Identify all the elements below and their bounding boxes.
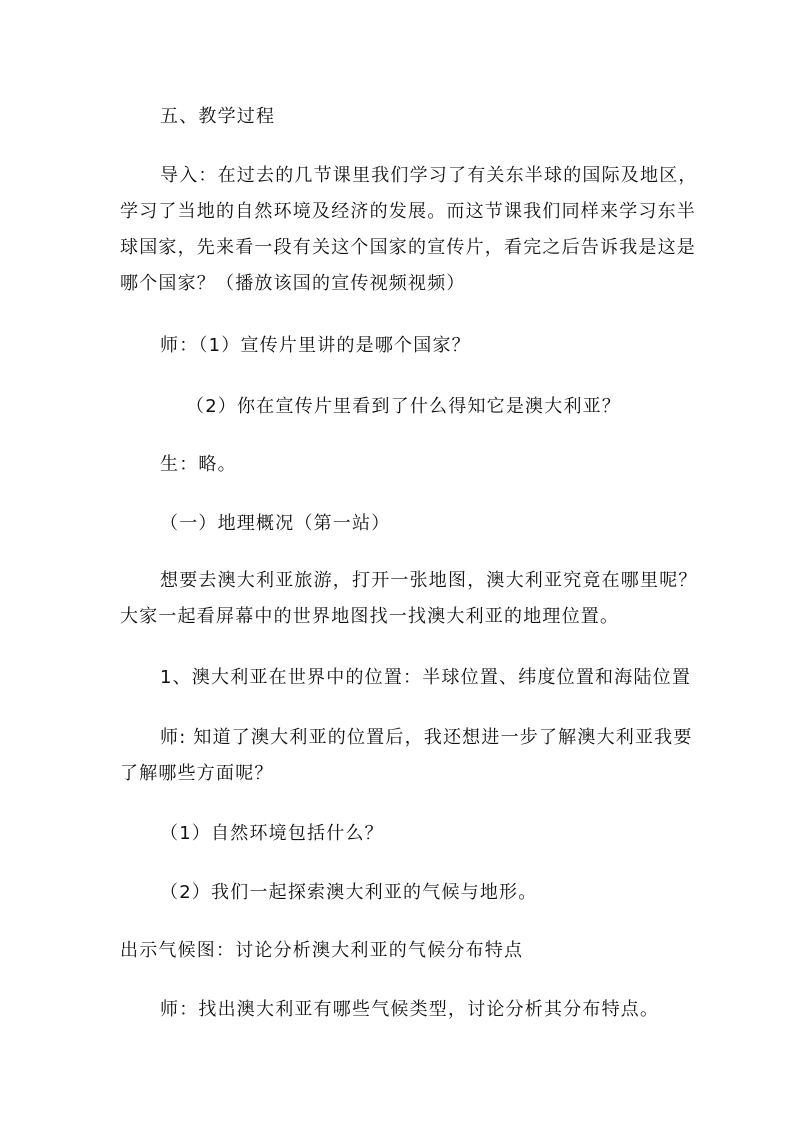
paragraph-line: 想要去澳大利亚旅游，打开一张地图，澳大利亚究竟在哪里呢？	[160, 570, 698, 591]
paragraph-line: 导入：在过去的几节课里我们学习了有关东半球的国际及地区，	[160, 165, 698, 186]
paragraph-line: 了解哪些方面呢？	[120, 763, 274, 784]
paragraph-line: 球国家，先来看一段有关这个国家的宣传片，看完之后告诉我是这是	[120, 237, 696, 258]
paragraph-line: 大家一起看屏幕中的世界地图找一找澳大利亚的地理位置。	[120, 606, 620, 627]
paragraph-line: 师：找出澳大利亚有哪些气候类型，讨论分析其分布特点。	[160, 999, 660, 1020]
paragraph-line: 学习了当地的自然环境及经济的发展。而这节课我们同样来学习东半	[120, 201, 696, 222]
section-heading: 五、教学过程	[160, 106, 276, 127]
teacher-question-2: （2）你在宣传片里看到了什么得知它是澳大利亚？	[186, 396, 622, 417]
sub-item: （1）自然环境包括什么？	[160, 823, 384, 844]
subsection-heading: （一）地理概况（第一站）	[160, 513, 391, 534]
sub-item: （2）我们一起探索澳大利亚的气候与地形。	[160, 882, 538, 903]
paragraph-line: 出示气候图：讨论分析澳大利亚的气候分布特点	[120, 940, 524, 961]
numbered-item: 1、澳大利亚在世界中的位置：半球位置、纬度位置和海陆位置	[160, 667, 692, 688]
student-answer: 生：略。	[160, 454, 237, 475]
teacher-question-1: 师：（1）宣传片里讲的是哪个国家？	[160, 335, 471, 356]
paragraph-line: 师: 知道了澳大利亚的位置后，我还想进一步了解澳大利亚我要	[160, 727, 693, 748]
paragraph-line: 哪个国家？（播放该国的宣传视频视频）	[120, 273, 466, 294]
